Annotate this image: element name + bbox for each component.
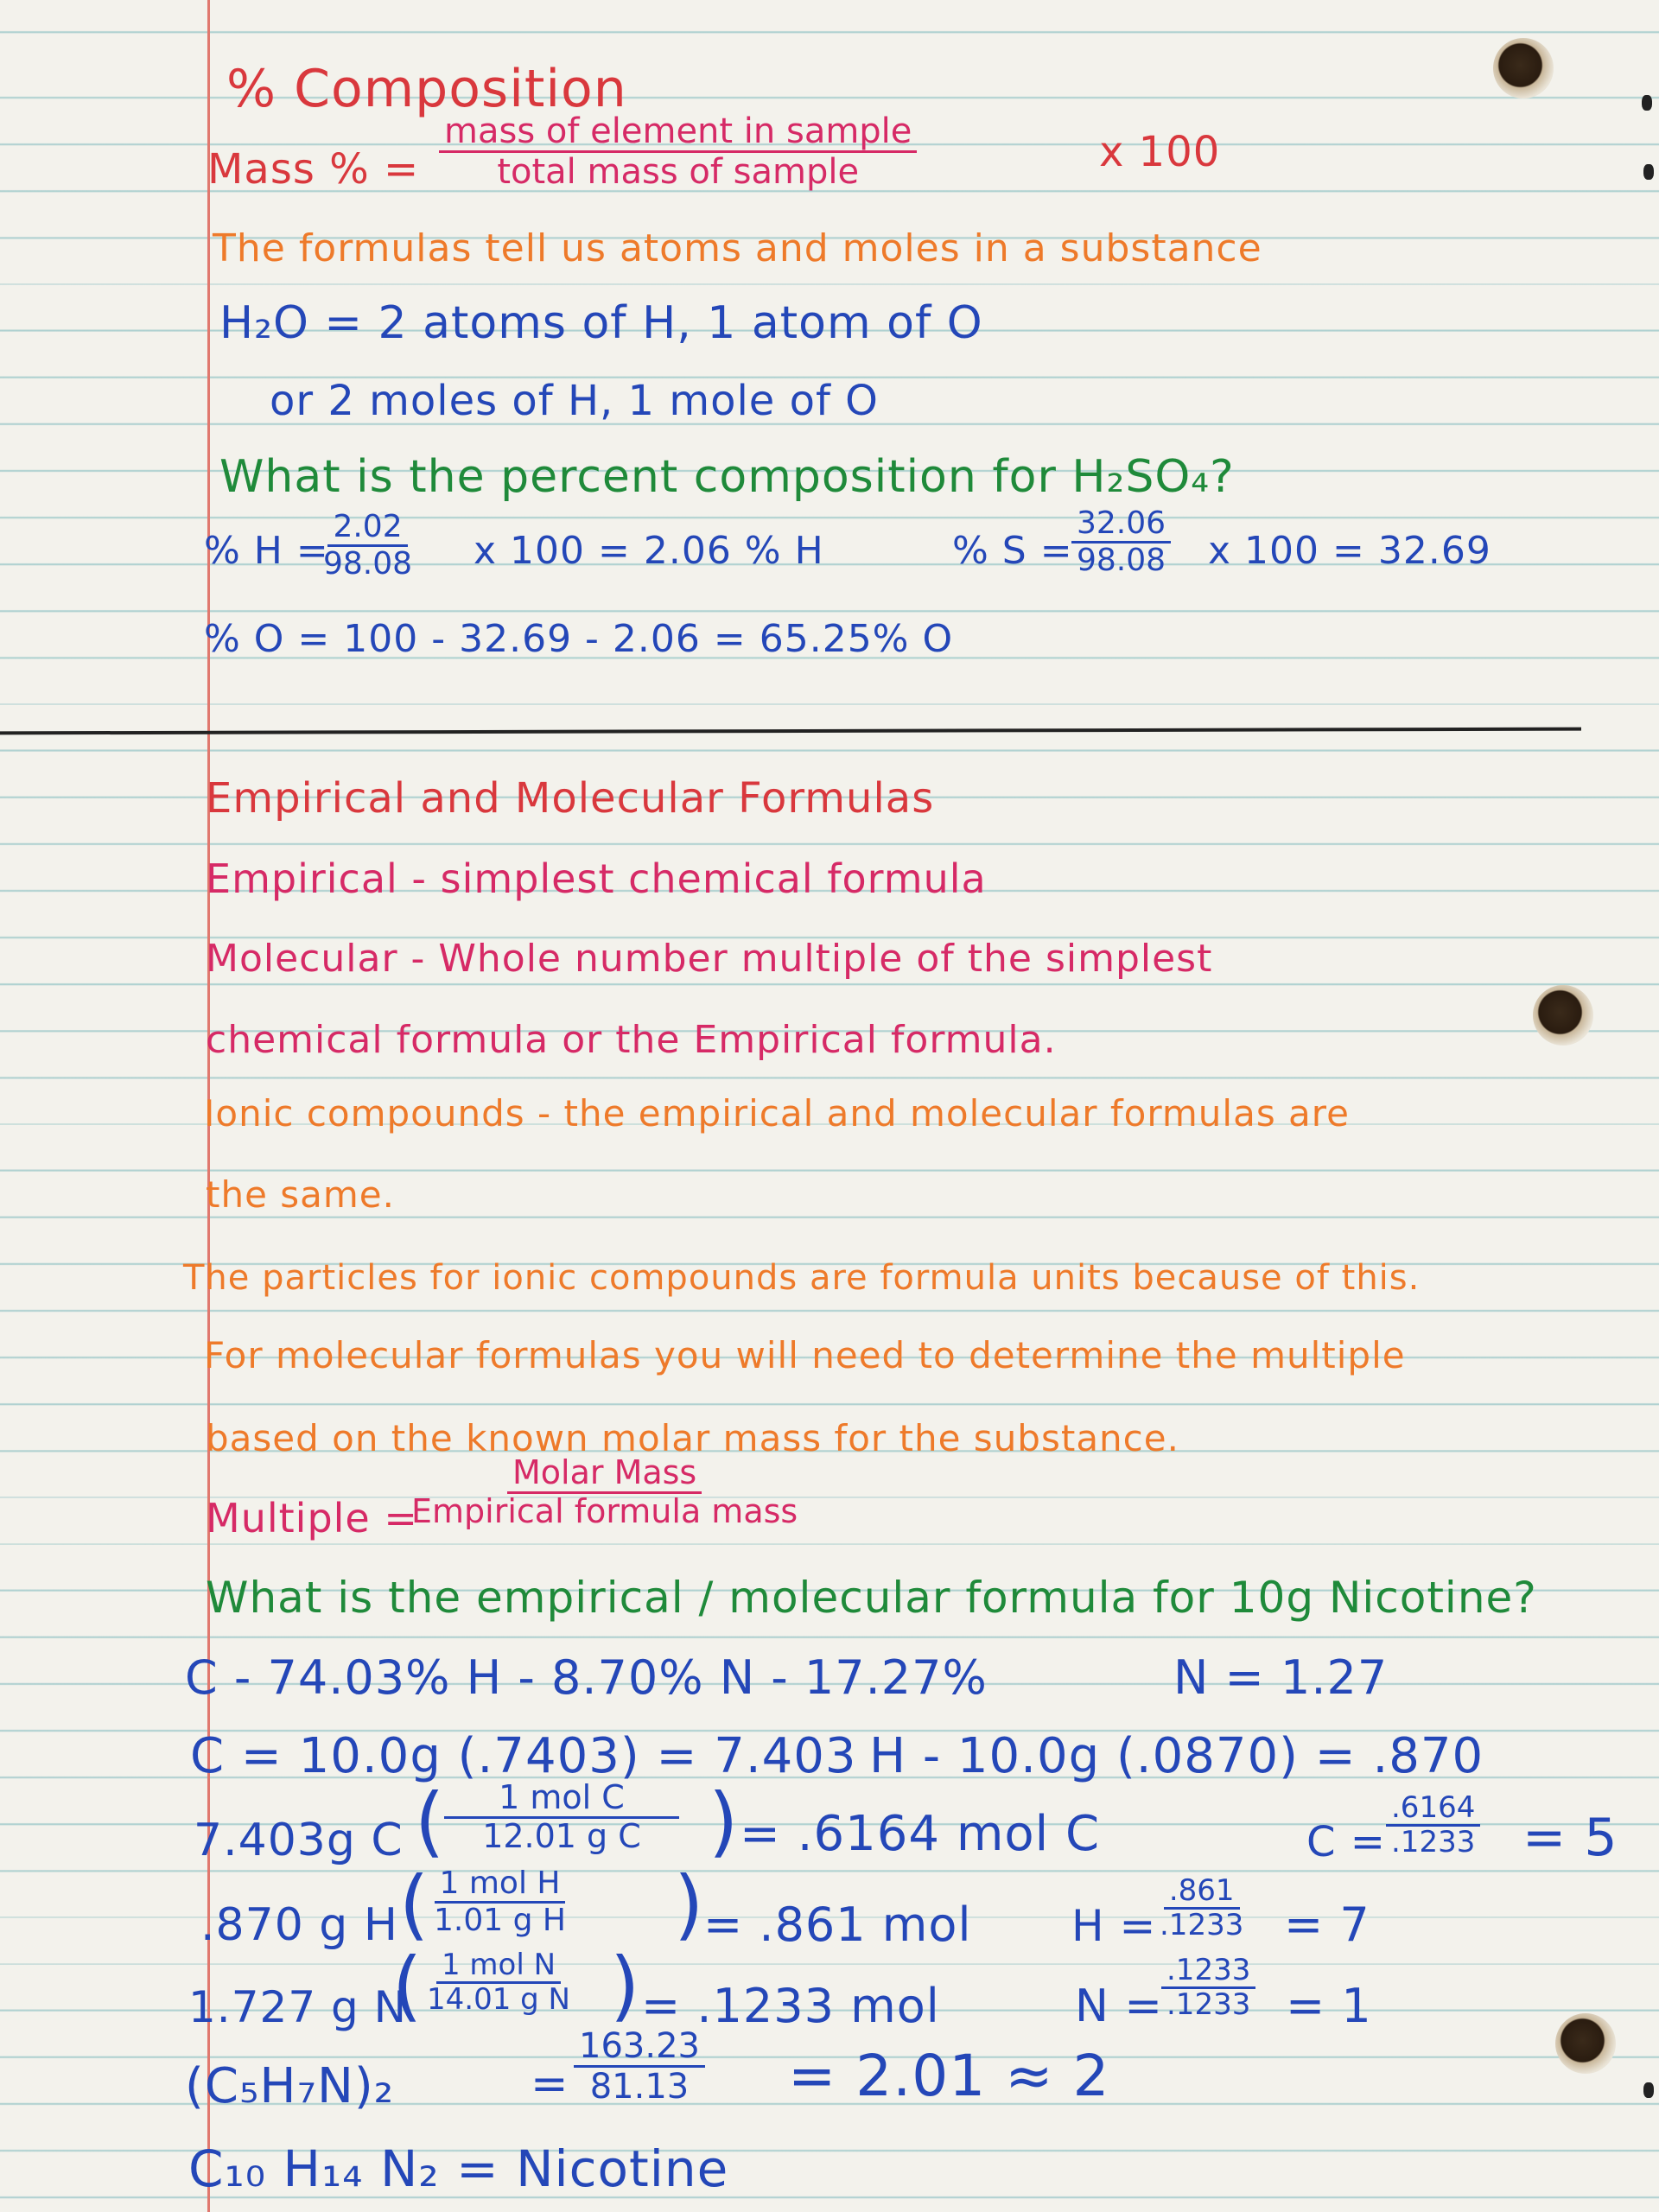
mass-percent-numerator: mass of element in sample (439, 112, 917, 153)
multiple-fraction (406, 1455, 803, 1530)
c-conv-numerator: 1 mol C (444, 1780, 679, 1819)
n-ratio-fraction (1161, 1955, 1255, 2022)
h-percent-fraction (318, 510, 417, 581)
n-ratio-numerator: .1233 (1161, 1955, 1255, 1989)
section1-title: % Composition (226, 59, 627, 119)
h-percent-denominator: 98.08 (323, 545, 413, 582)
ionic-note-2: the same. (206, 1173, 395, 1216)
mass-percent-fraction (439, 112, 917, 191)
s-percent-denominator: 98.08 (1077, 542, 1166, 578)
dimer-equals: = (531, 2058, 569, 2110)
c-conv-open-paren: ( (415, 1777, 445, 1866)
n-conv-left: 1.727 g N (188, 1982, 408, 2032)
h2o-moles-line: or 2 moles of H, 1 mole of O (270, 377, 879, 425)
dimer-result: = 2.01 ≈ 2 (788, 2043, 1110, 2109)
h-conv-fraction (429, 1866, 571, 1937)
h-ratio-numerator: .861 (1164, 1875, 1240, 1910)
h-percent-label: % H = (204, 529, 329, 573)
n-ratio-denominator: .1233 (1166, 1987, 1251, 2023)
h2so4-question: What is the percent composition for H₂SO₄? (219, 451, 1235, 503)
molecular-note-1: For molecular formulas you will need to determine the multiple (204, 1334, 1406, 1376)
dimer-denominator: 81.13 (589, 2067, 690, 2107)
edge-dot (1643, 164, 1654, 180)
s-percent-fraction (1071, 506, 1171, 577)
n-conv-numerator: 1 mol N (436, 1949, 561, 1984)
multiple-numerator: Molar Mass (507, 1455, 702, 1494)
times-100: x 100 (1099, 128, 1221, 176)
h-mass-line: H - 10.0g (.0870) = .870 (869, 1728, 1484, 1784)
h-percent-result: x 100 = 2.06 % H (474, 529, 824, 573)
s-percent-result: x 100 = 32.69 (1208, 529, 1491, 573)
s-percent-numerator: 32.06 (1071, 506, 1171, 543)
h-conv-result: = .861 mol (703, 1897, 972, 1952)
mass-percent-label: Mass % = (207, 145, 420, 194)
h-conv-left: .870 g H (200, 1899, 398, 1951)
n-conv-fraction (422, 1949, 575, 2017)
h-ratio-label: H = (1071, 1901, 1157, 1951)
c-ratio-numerator: .6164 (1386, 1792, 1480, 1827)
c-ratio-result: = 5 (1522, 1808, 1618, 1868)
o-percent-line: % O = 100 - 32.69 - 2.06 = 65.25% O (204, 617, 954, 661)
n-conv-denominator: 14.01 g N (427, 1982, 570, 2018)
h-ratio-denominator: .1233 (1160, 1908, 1244, 1943)
h-ratio-result: = 7 (1284, 1897, 1370, 1952)
punch-hole-middle (1533, 985, 1593, 1046)
h-conv-numerator: 1 mol H (435, 1866, 566, 1904)
n-conv-result: = .1233 mol (641, 1979, 940, 2033)
molecular-definition-1: Molecular - Whole number multiple of the simplest (206, 937, 1213, 981)
n-conv-open-paren: ( (392, 1941, 423, 2030)
formulas-tell-line: The formulas tell us atoms and moles in a substance (213, 226, 1262, 270)
ionic-note-1: Ionic compounds - the empirical and molecular formulas are (204, 1092, 1350, 1135)
empirical-definition: Empirical - simplest chemical formula (206, 855, 987, 902)
n-conv-close-paren: ) (610, 1941, 640, 2030)
multiple-denominator: Empirical formula mass (411, 1491, 798, 1530)
dimer-formula: (C₅H₇N)₂ (185, 2058, 395, 2114)
h-percent-numerator: 2.02 (327, 510, 407, 547)
s-percent-label: % S = (952, 529, 1073, 573)
punch-hole-top (1493, 38, 1554, 99)
c-conv-fraction (444, 1780, 679, 1855)
edge-dot (1643, 2082, 1654, 2098)
c-mass-line: C = 10.0g (.7403) = 7.403 (190, 1728, 857, 1784)
c-conv-close-paren: ) (709, 1777, 739, 1866)
n-value: N = 1.27 (1173, 1650, 1389, 1705)
h-ratio-fraction (1154, 1875, 1249, 1942)
multiple-label: Multiple = (206, 1495, 418, 1541)
nicotine-final: C₁₀ H₁₄ N₂ = Nicotine (188, 2139, 729, 2198)
molecular-definition-2: chemical formula or the Empirical formula. (206, 1018, 1057, 1062)
nicotine-question: What is the empirical / molecular formula for 10g Nicotine? (206, 1573, 1537, 1623)
molecular-note-2: based on the known molar mass for the substance. (206, 1417, 1179, 1459)
h-conv-close-paren: ) (674, 1859, 704, 1948)
nicotine-percents: C - 74.03% H - 8.70% N - 17.27% (185, 1650, 988, 1705)
particles-note: The particles for ionic compounds are formula units because of this. (183, 1258, 1421, 1298)
dimer-fraction (574, 2027, 705, 2106)
n-ratio-label: N = (1075, 1980, 1163, 2032)
h-conv-denominator: 1.01 g H (434, 1902, 566, 1938)
edge-dot (1642, 95, 1652, 111)
c-conv-denominator: 12.01 g C (482, 1816, 641, 1855)
punch-hole-bottom (1555, 2013, 1616, 2074)
section2-title: Empirical and Molecular Formulas (206, 774, 935, 823)
h2o-atoms-line: H₂O = 2 atoms of H, 1 atom of O (219, 297, 983, 349)
mass-percent-denominator: total mass of sample (497, 152, 860, 192)
c-ratio-fraction (1386, 1792, 1480, 1859)
c-conv-result: = .6164 mol C (740, 1806, 1101, 1862)
dimer-numerator: 163.23 (574, 2027, 705, 2068)
c-ratio-denominator: .1233 (1391, 1825, 1476, 1860)
c-conv-left: 7.403g C (194, 1815, 404, 1866)
n-ratio-result: = 1 (1286, 1979, 1372, 2033)
c-ratio-label: C = (1306, 1818, 1386, 1866)
h-conv-open-paren: ( (399, 1859, 429, 1948)
